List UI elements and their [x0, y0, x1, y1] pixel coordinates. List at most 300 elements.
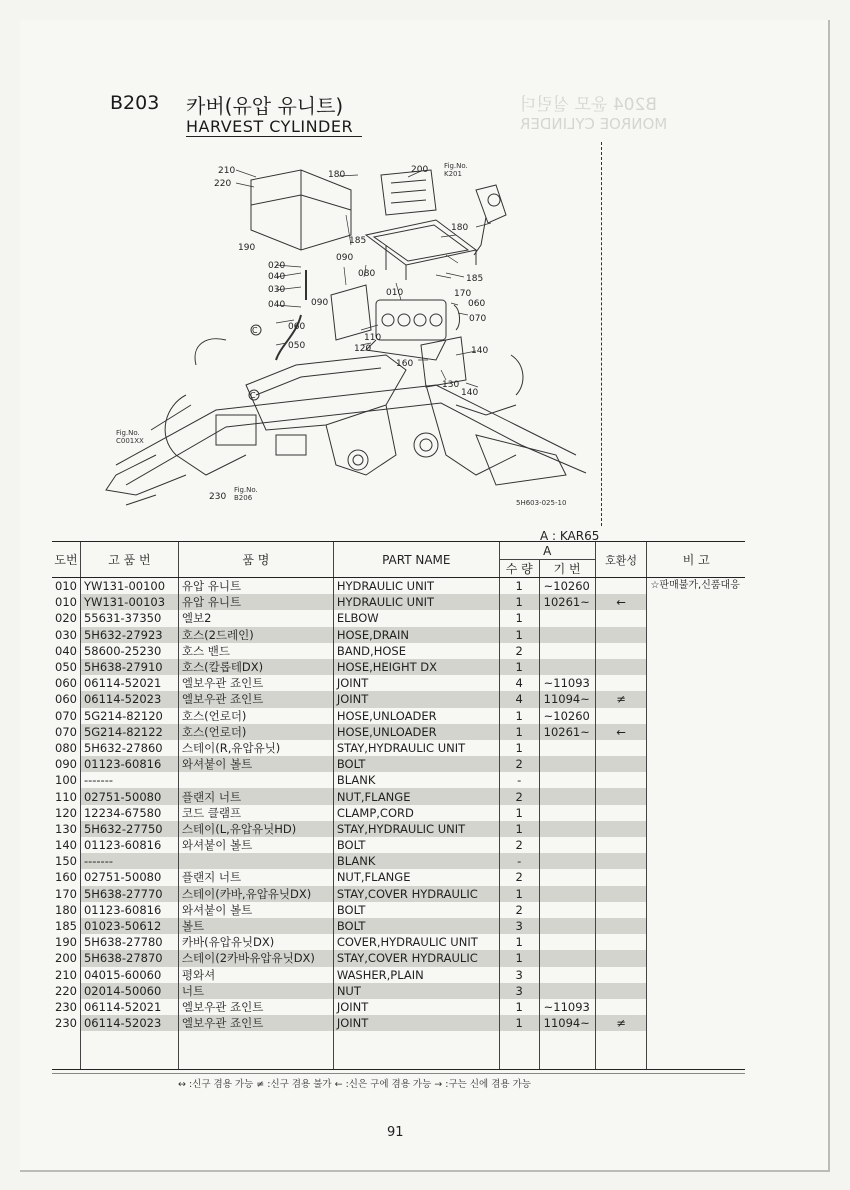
svg-text:185: 185 [349, 236, 367, 246]
row-part-number: 01123-60816 [80, 756, 178, 772]
row-quantity: 4 [499, 691, 539, 707]
row-serial [539, 983, 595, 999]
row-quantity: 1 [499, 659, 539, 675]
row-part-name: BLANK [333, 853, 499, 869]
row-part-name: NUT,FLANGE [333, 869, 499, 885]
table-row [52, 934, 745, 950]
row-part-name: HOSE,UNLOADER [333, 708, 499, 724]
table-row [52, 643, 745, 659]
row-interchange [595, 902, 647, 918]
row-part-number: 06114-52021 [80, 999, 178, 1015]
row-part-number: 5H638-27770 [80, 886, 178, 902]
row-number: 185 [55, 919, 77, 934]
row-number: 090 [55, 757, 77, 772]
spacer-cell [80, 1031, 178, 1070]
row-serial [539, 886, 595, 902]
row-name-korean: 엘보2 [178, 610, 333, 626]
figref-left-code: C001XX [116, 437, 144, 445]
row-name-korean: 호스 밴드 [178, 643, 333, 659]
row-name-korean: 코드 클램프 [178, 805, 333, 821]
table-row [52, 724, 745, 740]
figref-top-code: K201 [444, 170, 462, 178]
row-number: 070 [55, 724, 77, 739]
row-interchange [595, 983, 647, 999]
row-number: 230 [55, 999, 77, 1014]
row-name-korean: 엘보우관 죠인트 [178, 691, 333, 707]
row-number: 220 [55, 983, 77, 998]
row-name-korean: 엘보우관 죠인트 [178, 999, 333, 1015]
row-number: 050 [55, 660, 77, 675]
spacer-cell [595, 1031, 647, 1070]
header-part-number: 고 품 번 [80, 542, 178, 578]
row-remarks [647, 788, 745, 804]
row-part-number: 5G214-82122 [80, 724, 178, 740]
table-row [52, 999, 745, 1015]
row-quantity: 1 [499, 999, 539, 1015]
row-part-name: STAY,COVER HYDRAULIC [333, 950, 499, 966]
row-remarks [647, 708, 745, 724]
row-quantity: 2 [499, 902, 539, 918]
show-through-text: B204 윤모 실린더 [520, 95, 658, 115]
header-part-name: PART NAME [333, 542, 499, 578]
row-quantity: 1 [499, 708, 539, 724]
spacer-cell [52, 1031, 80, 1070]
table-row [52, 594, 745, 610]
row-quantity: 2 [499, 869, 539, 885]
row-quantity: 1 [499, 578, 539, 595]
row-serial [539, 772, 595, 788]
row-quantity: 3 [499, 918, 539, 934]
row-quantity: 1 [499, 934, 539, 950]
row-name-korean: 호스(2드레인) [178, 627, 333, 643]
row-remarks [647, 805, 745, 821]
row-part-name: HYDRAULIC UNIT [333, 594, 499, 610]
row-part-number: YW131-00103 [80, 594, 178, 610]
row-part-name: JOINT [333, 999, 499, 1015]
row-part-number: 01023-50612 [80, 918, 178, 934]
row-name-korean: 엘보우관 죠인트 [178, 1015, 333, 1031]
header-name-korean: 품 명 [178, 542, 333, 578]
row-interchange [595, 967, 647, 983]
row-serial [539, 918, 595, 934]
row-interchange [595, 627, 647, 643]
figref-top-label: Fig.No. [444, 162, 468, 170]
row-part-number: 5G214-82120 [80, 708, 178, 724]
table-row [52, 691, 745, 707]
show-through-text-2: MONROE CYLINDER [520, 115, 668, 133]
table-row [52, 772, 745, 788]
section-title-korean: 카버(유압 유니트) [186, 94, 344, 118]
row-number: 180 [55, 902, 77, 917]
svg-text:130: 130 [442, 380, 460, 390]
row-serial: 11094~ [539, 1015, 595, 1031]
footnote-rule [52, 1073, 745, 1074]
row-interchange [595, 772, 647, 788]
row-part-number: 02751-50080 [80, 788, 178, 804]
row-part-number: 06114-52021 [80, 675, 178, 691]
svg-text:030: 030 [268, 285, 286, 295]
figref-bottom-code: B206 [234, 494, 253, 502]
row-remarks [647, 821, 745, 837]
row-part-number: 04015-60060 [80, 967, 178, 983]
table-row [52, 869, 745, 885]
row-number: 170 [55, 886, 77, 901]
row-interchange [595, 886, 647, 902]
row-remarks [647, 902, 745, 918]
row-number: 010 [55, 579, 77, 594]
row-interchange: ← [595, 594, 647, 610]
table-row [52, 788, 745, 804]
row-quantity: 1 [499, 805, 539, 821]
row-quantity: 3 [499, 967, 539, 983]
row-part-number: 01123-60816 [80, 902, 178, 918]
figref-left-label: Fig.No. [116, 429, 140, 437]
row-part-name: HOSE,DRAIN [333, 627, 499, 643]
row-part-name: NUT,FLANGE [333, 788, 499, 804]
row-remarks [647, 594, 745, 610]
row-serial [539, 788, 595, 804]
row-serial [539, 869, 595, 885]
svg-text:040: 040 [268, 300, 286, 310]
row-part-name: COVER,HYDRAULIC UNIT [333, 934, 499, 950]
spacer-cell [178, 1031, 333, 1070]
row-quantity: 1 [499, 821, 539, 837]
row-serial [539, 837, 595, 853]
row-quantity: 1 [499, 610, 539, 626]
row-part-name: STAY,HYDRAULIC UNIT [333, 740, 499, 756]
table-row [52, 853, 745, 869]
row-remarks [647, 627, 745, 643]
row-name-korean [178, 853, 333, 869]
row-number: 150 [55, 854, 77, 869]
svg-text:060: 060 [468, 299, 486, 309]
svg-text:220: 220 [214, 179, 232, 189]
table-row [52, 610, 745, 626]
row-part-name: NUT [333, 983, 499, 999]
row-remarks [647, 643, 745, 659]
row-part-number: 5H638-27780 [80, 934, 178, 950]
interchange-footnote: ↔ :신구 겸용 가능 ≠ :신구 겸용 불가 ← :신은 구에 겸용 가능 → :구는 신에 겸용 가능 [178, 1079, 531, 1090]
row-remarks [647, 950, 745, 966]
row-remarks [647, 853, 745, 869]
row-number: 080 [55, 740, 77, 755]
table-row [52, 837, 745, 853]
row-number: 070 [55, 708, 77, 723]
row-remarks [647, 886, 745, 902]
row-quantity: 1 [499, 1015, 539, 1031]
row-serial: 10261~ [539, 594, 595, 610]
row-serial [539, 934, 595, 950]
row-name-korean: 유압 유니트 [178, 578, 333, 595]
table-row [52, 918, 745, 934]
row-part-name: JOINT [333, 691, 499, 707]
row-part-number: 5H638-27910 [80, 659, 178, 675]
row-name-korean: 와셔붙이 볼트 [178, 756, 333, 772]
row-part-name: JOINT [333, 1015, 499, 1031]
row-serial: ~11093 [539, 999, 595, 1015]
row-remarks [647, 999, 745, 1015]
row-serial [539, 610, 595, 626]
row-part-name: WASHER,PLAIN [333, 967, 499, 983]
row-part-number: 02014-50060 [80, 983, 178, 999]
table-spacer-row [52, 1031, 745, 1070]
row-interchange [595, 659, 647, 675]
table-row [52, 659, 745, 675]
table-row [52, 708, 745, 724]
row-number: 010 [55, 595, 77, 610]
row-interchange: ≠ [595, 1015, 647, 1031]
row-quantity: 1 [499, 594, 539, 610]
row-part-name: BOLT [333, 902, 499, 918]
row-number: 100 [55, 773, 77, 788]
row-number: 160 [55, 870, 77, 885]
row-serial: 10261~ [539, 724, 595, 740]
row-remarks [647, 772, 745, 788]
row-remarks [647, 675, 745, 691]
row-serial [539, 967, 595, 983]
row-quantity: 2 [499, 643, 539, 659]
row-interchange [595, 934, 647, 950]
row-name-korean [178, 772, 333, 788]
svg-text:C: C [252, 326, 258, 335]
exploded-parts-diagram [96, 155, 596, 520]
row-remarks [647, 918, 745, 934]
row-part-number: ------- [80, 853, 178, 869]
table-row [52, 805, 745, 821]
svg-text:140: 140 [461, 388, 479, 398]
row-quantity: 2 [499, 756, 539, 772]
row-name-korean: 볼트 [178, 918, 333, 934]
table-row [52, 578, 745, 595]
row-remarks [647, 756, 745, 772]
row-part-number: 58600-25230 [80, 643, 178, 659]
header-quantity: 수 량 [499, 560, 539, 578]
row-name-korean: 와셔붙이 볼트 [178, 902, 333, 918]
drawing-code: 5H603-025-10 [516, 499, 567, 507]
table-row [52, 950, 745, 966]
row-quantity: 4 [499, 675, 539, 691]
row-name-korean: 플랜지 너트 [178, 869, 333, 885]
svg-text:230: 230 [209, 492, 227, 502]
svg-text:180: 180 [451, 223, 469, 233]
svg-text:120: 120 [354, 344, 372, 354]
row-number: 130 [55, 821, 77, 836]
row-number: 020 [55, 611, 77, 626]
row-interchange [595, 999, 647, 1015]
row-remarks [647, 983, 745, 999]
svg-text:140: 140 [471, 346, 489, 356]
row-part-name: BOLT [333, 756, 499, 772]
row-remarks [647, 610, 745, 626]
row-remarks [647, 659, 745, 675]
row-name-korean: 스테이(2카바유압유닛DX) [178, 950, 333, 966]
row-part-number: 5H632-27923 [80, 627, 178, 643]
row-serial [539, 950, 595, 966]
spacer-cell [499, 1031, 539, 1070]
row-part-name: HYDRAULIC UNIT [333, 578, 499, 595]
row-part-name: ELBOW [333, 610, 499, 626]
row-interchange [595, 821, 647, 837]
row-part-name: STAY,HYDRAULIC UNIT [333, 821, 499, 837]
row-part-name: BOLT [333, 837, 499, 853]
svg-text:010: 010 [386, 288, 404, 298]
row-number: 040 [55, 643, 77, 658]
parts-table-body [52, 578, 745, 1070]
row-part-number: 01123-60816 [80, 837, 178, 853]
row-interchange [595, 853, 647, 869]
row-interchange [595, 578, 647, 595]
row-name-korean: 스테이(카바,유압유닛DX) [178, 886, 333, 902]
model-legend: A : KAR65 [540, 529, 600, 543]
row-remarks [647, 724, 745, 740]
row-name-korean: 평와셔 [178, 967, 333, 983]
row-remarks [647, 934, 745, 950]
row-serial: ~11093 [539, 675, 595, 691]
svg-text:185: 185 [466, 274, 484, 284]
svg-text:170: 170 [454, 289, 472, 299]
row-interchange [595, 869, 647, 885]
row-part-number: 06114-52023 [80, 1015, 178, 1031]
row-quantity: - [499, 853, 539, 869]
row-serial: ~10260 [539, 708, 595, 724]
row-serial [539, 902, 595, 918]
header-group-a: A [499, 542, 595, 560]
row-number: 060 [55, 676, 77, 691]
parts-table [52, 541, 745, 1070]
row-interchange [595, 610, 647, 626]
row-interchange [595, 740, 647, 756]
row-quantity: 1 [499, 724, 539, 740]
row-name-korean: 호스(언로더) [178, 708, 333, 724]
row-part-number: 5H638-27870 [80, 950, 178, 966]
svg-text:090: 090 [336, 253, 354, 263]
spacer-cell [333, 1031, 499, 1070]
row-quantity: 3 [499, 983, 539, 999]
svg-text:180: 180 [328, 170, 346, 180]
svg-text:080: 080 [358, 269, 376, 279]
header-interchange: 호환성 [595, 542, 647, 578]
section-title-english: HARVEST CYLINDER [186, 117, 354, 136]
row-part-name: HOSE,UNLOADER [333, 724, 499, 740]
table-row [52, 983, 745, 999]
row-part-number: 5H632-27860 [80, 740, 178, 756]
row-quantity: 1 [499, 740, 539, 756]
row-remarks [647, 869, 745, 885]
row-interchange [595, 805, 647, 821]
svg-text:190: 190 [238, 243, 256, 253]
page-number: 91 [387, 1125, 404, 1140]
row-interchange [595, 788, 647, 804]
row-number: 140 [55, 838, 77, 853]
row-part-name: HOSE,HEIGHT DX [333, 659, 499, 675]
row-number: 210 [55, 967, 77, 982]
row-name-korean: 호스(언로더) [178, 724, 333, 740]
row-serial: ~10260 [539, 578, 595, 595]
svg-text:210: 210 [218, 166, 236, 176]
row-remarks [647, 967, 745, 983]
row-name-korean: 플랜지 너트 [178, 788, 333, 804]
title-underline [186, 136, 362, 137]
row-name-korean: 엘보우관 죠인트 [178, 675, 333, 691]
row-part-name: JOINT [333, 675, 499, 691]
table-row [52, 740, 745, 756]
row-quantity: 2 [499, 788, 539, 804]
row-part-number: 12234-67580 [80, 805, 178, 821]
row-name-korean: 스테이(L,유압유닛HD) [178, 821, 333, 837]
row-interchange: ≠ [595, 691, 647, 707]
row-serial [539, 805, 595, 821]
svg-text:090: 090 [311, 298, 329, 308]
row-quantity: 1 [499, 950, 539, 966]
row-interchange [595, 918, 647, 934]
row-part-number: ------- [80, 772, 178, 788]
table-row [52, 821, 745, 837]
row-name-korean: 카바(유압유닛DX) [178, 934, 333, 950]
row-name-korean: 유압 유니트 [178, 594, 333, 610]
row-interchange [595, 643, 647, 659]
svg-text:040: 040 [268, 272, 286, 282]
column-divider-dashed [601, 142, 602, 526]
row-part-number: YW131-00100 [80, 578, 178, 595]
row-name-korean: 호스(칼롭테DX) [178, 659, 333, 675]
row-serial [539, 821, 595, 837]
table-row [52, 886, 745, 902]
row-serial [539, 853, 595, 869]
row-interchange [595, 708, 647, 724]
row-part-name: CLAMP,CORD [333, 805, 499, 821]
spacer-cell [647, 1031, 745, 1070]
row-quantity: 2 [499, 837, 539, 853]
row-serial [539, 627, 595, 643]
row-part-name: BAND,HOSE [333, 643, 499, 659]
svg-text:060: 060 [288, 322, 306, 332]
svg-text:C: C [250, 391, 256, 400]
row-quantity: 1 [499, 627, 539, 643]
header-serial: 기 번 [539, 560, 595, 578]
row-name-korean: 와셔붙이 볼트 [178, 837, 333, 853]
svg-text:160: 160 [396, 359, 414, 369]
row-serial: 11094~ [539, 691, 595, 707]
row-interchange [595, 837, 647, 853]
row-number: 200 [55, 951, 77, 966]
row-serial [539, 643, 595, 659]
row-number: 120 [55, 805, 77, 820]
row-name-korean: 너트 [178, 983, 333, 999]
table-row [52, 675, 745, 691]
row-interchange [595, 675, 647, 691]
table-row [52, 627, 745, 643]
row-number: 110 [55, 789, 77, 804]
row-quantity: - [499, 772, 539, 788]
row-part-name: BOLT [333, 918, 499, 934]
row-name-korean: 스테이(R,유압유닛) [178, 740, 333, 756]
svg-text:200: 200 [411, 165, 429, 175]
svg-text:070: 070 [469, 314, 487, 324]
row-part-name: BLANK [333, 772, 499, 788]
figref-bottom-label: Fig.No. [234, 486, 258, 494]
spacer-cell [539, 1031, 595, 1070]
svg-text:020: 020 [268, 261, 286, 271]
row-remarks [647, 837, 745, 853]
row-serial [539, 659, 595, 675]
row-number: 060 [55, 692, 77, 707]
row-number: 230 [55, 1016, 77, 1031]
svg-text:050: 050 [288, 341, 306, 351]
header-remarks: 비 고 [647, 542, 745, 578]
table-row [52, 1015, 745, 1031]
row-serial [539, 740, 595, 756]
row-remarks [647, 691, 745, 707]
